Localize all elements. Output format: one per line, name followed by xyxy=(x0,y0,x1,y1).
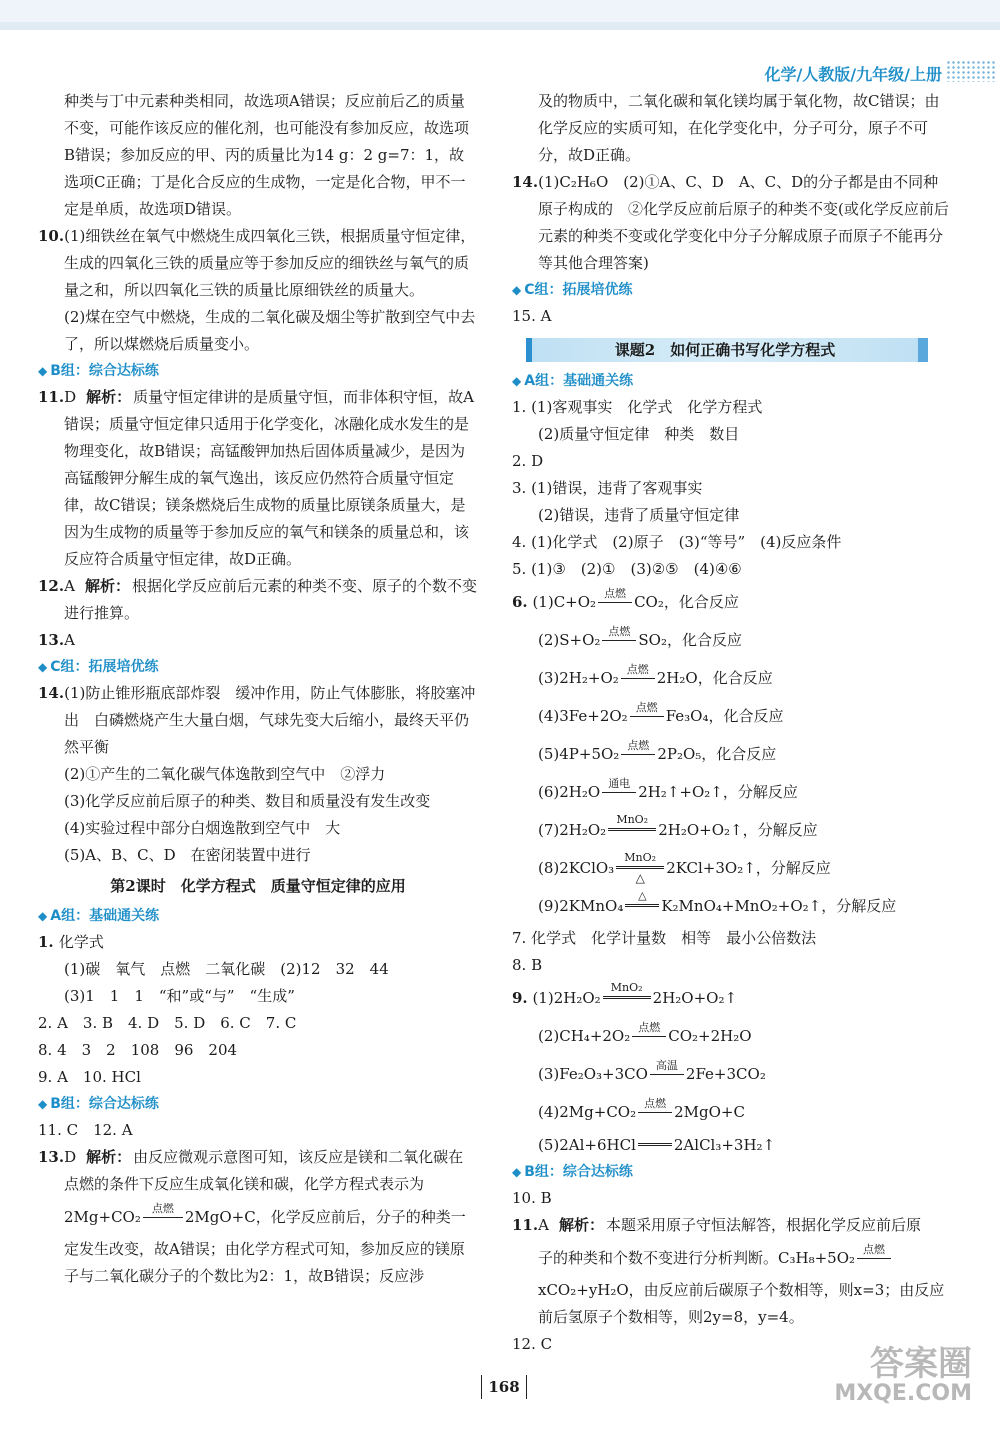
l2-q13-eq-left: 2Mg+CO₂ xyxy=(64,1208,141,1226)
arrow-line xyxy=(638,1143,672,1146)
arrow-condition: 点燃 xyxy=(626,663,649,676)
diamond-icon: ◆ xyxy=(38,364,48,378)
arrow-condition: 点燃 xyxy=(604,587,627,600)
arrow-condition: 高温 xyxy=(655,1059,678,1072)
l2-q11-12: 11. C 12. A xyxy=(38,1121,133,1139)
section-b-label: B组：综合达标练 xyxy=(50,363,159,379)
t-q6-number: 6. xyxy=(512,593,528,611)
eq6-2-left: (2)S+O₂ xyxy=(538,631,601,649)
t-q11 xyxy=(512,1212,952,1239)
l2-q13-explain-label: 解析： xyxy=(86,1148,132,1166)
q11-explain-text: 质量守恒定律讲的是质量守恒，而非体积守恒，故A错误；质量守恒定律只适用于化学变化，冰融化成水发生的是物理变化，故B错误；高锰酸钾加热后固体质量减少，是因为高锰酸钾分解生成的氧气逸出，该反应仍然符合质量守恒定律，故C错误；镁条燃烧后生成物的质量比原镁条质量大，是因为生成物的质量等于参加反应的氧气和镁条的质量总和，该反应符合质量守恒定律，故D正确。 xyxy=(64,388,474,568)
l2-q1-number: 1. xyxy=(38,933,59,951)
catalyst-heat-arrow xyxy=(616,851,664,885)
eq6-4 xyxy=(512,697,952,735)
l2-q13-number: 13. xyxy=(38,1148,65,1166)
q14-part1-text: (1)防止锥形瓶底部炸裂 缓冲作用，防止气体膨胀，将胶塞冲出 白磷燃烧产生大量白烟，气球先变大后缩小，最终天平仍然平衡 xyxy=(64,684,476,756)
equals-arrow xyxy=(638,1147,672,1150)
arrow-line xyxy=(650,1074,684,1075)
arrow-line xyxy=(602,792,636,793)
q13-answer: A xyxy=(64,631,75,649)
l2-q9-10: 9. A 10. HCl xyxy=(38,1068,141,1086)
t-q5: 5. (1)③ (2)① (3)②⑤ (4)④⑥ xyxy=(512,560,742,578)
arrow-condition: 点燃 xyxy=(638,1021,661,1034)
arrow-line xyxy=(143,1217,183,1218)
l2-q13-text-a: 由反应微观示意图可知，该反应是镁和二氧化碳在点燃的条件下反应生成氧化镁和碳，化学方程式表示为 xyxy=(64,1148,464,1193)
eq6-1-right: CO₂，化合反应 xyxy=(634,593,739,611)
arrow-line xyxy=(602,640,636,641)
t-q1-part2: (2)质量守恒定律 种类 数目 xyxy=(538,425,740,443)
q10-part1 xyxy=(38,223,478,304)
r-section-c-heading xyxy=(512,277,952,303)
arrow-condition: 通电 xyxy=(608,777,631,790)
eq6-3-right: 2H₂O，化合反应 xyxy=(656,669,773,687)
right-continuation: 及的物质中，二氧化碳和氧化镁均属于氧化物，故C错误；由化学反应的实质可知，在化学变化中，分子可分，原子不可分，故D正确。 xyxy=(538,92,940,164)
l2-q13 xyxy=(38,1144,478,1198)
eq9-4-left: (4)2Mg+CO₂ xyxy=(538,1103,637,1121)
r-section-a-heading xyxy=(512,368,952,394)
eq6-9-left: (9)2KMnO₄ xyxy=(538,897,624,915)
l2-q1 xyxy=(38,929,478,956)
arrow-condition: 点燃 xyxy=(863,1243,886,1256)
r-q14-text: (1)C₂H₆O (2)①A、C、D A、C、D的分子都是由不同种原子构成的 ②化学反应前后原子的种类不变(或化学反应前后元素的种类不变或化学变化中分子分解成原子而原子不能再分等其他合理答案) xyxy=(538,173,949,272)
arrow-condition: 点燃 xyxy=(635,701,658,714)
eq9-5 xyxy=(512,1131,952,1159)
r-q14 xyxy=(512,169,952,277)
section-b2-label: B组：综合达标练 xyxy=(50,1096,159,1112)
eq6-4-left: (4)3Fe+2O₂ xyxy=(538,707,628,725)
r-q15: 15. A xyxy=(512,307,552,325)
q12-explain-text: 根据化学反应前后元素的种类不变、原子的个数不变进行推算。 xyxy=(64,577,477,622)
arrow-condition: 点燃 xyxy=(151,1202,174,1215)
t-q1: 1. (1)客观事实 化学式 化学方程式 xyxy=(512,398,763,416)
lesson-2-title: 第2课时 化学方程式 质量守恒定律的应用 xyxy=(110,877,406,895)
t-q11-equation-line xyxy=(512,1239,952,1277)
diamond-icon: ◆ xyxy=(38,1097,48,1111)
q14-part3: (3)化学反应前后原子的种类、数目和质量没有发生改变 xyxy=(64,792,431,810)
q13-number: 13. xyxy=(38,631,65,649)
arrow-condition: △ xyxy=(638,889,647,902)
eq9-1-right: 2H₂O+O₂↑ xyxy=(652,989,738,1007)
header-title: 化学/人教版/九年级/上册 xyxy=(764,65,942,84)
t-q7: 7. 化学式 化学计量数 相等 最小公倍数法 xyxy=(512,929,817,947)
watermark-text: 答案圈 xyxy=(870,1344,972,1384)
eq9-1-left: (1)2H₂O₂ xyxy=(532,989,601,1007)
eq9-4-right: 2MgO+C xyxy=(674,1103,745,1121)
r-section-c-label: C组：拓展培优练 xyxy=(524,282,633,298)
header-dots-decoration xyxy=(946,60,996,82)
page-number: 168 xyxy=(481,1375,527,1399)
arrow-condition: 点燃 xyxy=(608,625,631,638)
eq6-7-left: (7)2H₂O₂ xyxy=(538,821,607,839)
arrow-line xyxy=(638,1112,672,1113)
l2-q13-equation xyxy=(38,1198,478,1236)
q12-number: 12. xyxy=(38,577,65,595)
q11-number: 11. xyxy=(38,388,65,406)
eq9-3 xyxy=(512,1055,952,1093)
t-q12: 12. C xyxy=(512,1335,553,1353)
section-a2-label: A组：基础通关练 xyxy=(50,908,160,924)
arrow-condition: 点燃 xyxy=(627,739,650,752)
arrow-condition: MnO₂ xyxy=(624,851,657,864)
ignite-arrow xyxy=(621,663,655,683)
eq6-8 xyxy=(512,849,952,887)
eq6-5 xyxy=(512,735,952,773)
arrow-line xyxy=(616,866,664,869)
diamond-icon: ◆ xyxy=(512,1165,522,1179)
l2-q1-part1: (1)碳 氧气 点燃 二氧化碳 (2)12 32 44 xyxy=(64,960,389,978)
t-q4: 4. (1)化学式 (2)原子 (3)“等号” (4)反应条件 xyxy=(512,533,842,551)
t-q11-text-c: xCO₂+yH₂O，由反应前后碳原子个数相等，则x=3；由反应前后氢原子个数相等，则2y=8，y=4。 xyxy=(538,1281,945,1326)
arrow-line xyxy=(598,602,632,603)
l2-q1-text: 化学式 xyxy=(58,933,104,951)
intro-text: 种类与丁中元素种类相同，故选项A错误；反应前后乙的质量不变，可能作该反应的催化剂，也可能没有参加反应，故选项B错误；参加反应的甲、丙的质量比为14 g：2 g=7：1，故选项C正确；丁是化合反应的生成物，一定是化合物，甲不一定是单质，故选项D错误。 xyxy=(64,92,470,218)
q14-part4: (4)实验过程中部分白烟逸散到空气中 大 xyxy=(64,819,341,837)
eq6-1-left: (1)C+O₂ xyxy=(532,593,597,611)
diamond-icon: ◆ xyxy=(38,660,48,674)
catalyst-arrow xyxy=(608,813,656,835)
section-c-label: C组：拓展培优练 xyxy=(50,659,159,675)
q12 xyxy=(38,573,478,627)
eq6-7 xyxy=(512,811,952,849)
q14-part1 xyxy=(38,680,478,761)
watermark-logo xyxy=(802,1344,972,1417)
t-q10: 10. B xyxy=(512,1189,552,1207)
ignite-arrow xyxy=(638,1097,672,1117)
q13 xyxy=(38,627,478,654)
l2-q13-eq-right: 2MgO+C，化学反应前后，分子的种类一 xyxy=(184,1208,466,1226)
eq6-3-left: (3)2H₂+O₂ xyxy=(538,669,619,687)
diamond-icon: ◆ xyxy=(512,283,522,297)
eq9-4 xyxy=(512,1093,952,1131)
eq9-5-left: (5)2Al+6HCl xyxy=(538,1136,636,1154)
left-column xyxy=(38,88,478,1290)
arrow-line xyxy=(632,1036,666,1037)
arrow-line xyxy=(603,996,651,999)
eq6-3 xyxy=(512,659,952,697)
q11 xyxy=(38,384,478,573)
eq6-1 xyxy=(512,583,952,621)
eq6-7-right: 2H₂O+O₂↑，分解反应 xyxy=(658,821,818,839)
r-section-b-label: B组：综合达标练 xyxy=(524,1164,633,1180)
q10-number: 10. xyxy=(38,227,65,245)
arrow-line xyxy=(630,716,664,717)
r-section-a-label: A组：基础通关练 xyxy=(524,373,634,389)
diamond-icon: ◆ xyxy=(38,909,48,923)
q11-answer: D xyxy=(64,388,77,406)
eq6-6-right: 2H₂↑+O₂↑，分解反应 xyxy=(638,783,798,801)
catalyst-arrow xyxy=(603,981,651,1003)
t-q2: 2. D xyxy=(512,452,544,470)
eq9-3-right: 2Fe+3CO₂ xyxy=(685,1065,766,1083)
t-q9-number: 9. xyxy=(512,989,528,1007)
q12-explain-label: 解析： xyxy=(84,577,130,595)
l2-q13-text-b: 定发生改变，故A错误；由化学方程式可知，参加反应的镁原子与二氧化碳分子的个数比为2：1，故B错误；反应涉 xyxy=(64,1240,465,1285)
eq6-9-right: K₂MnO₄+MnO₂+O₂↑，分解反应 xyxy=(661,897,897,915)
top-band xyxy=(0,0,1000,30)
top-stripe xyxy=(0,22,1000,30)
ignite-arrow xyxy=(632,1021,666,1041)
topic-2-banner: 课题2 如何正确书写化学方程式 xyxy=(526,338,928,362)
q10-part2: (2)煤在空气中燃烧，生成的二氧化碳及烟尘等扩散到空气中去了，所以煤燃烧后质量变小。 xyxy=(64,308,476,353)
t-q3-part2: (2)错误，违背了质量守恒定律 xyxy=(538,506,740,524)
r-section-b-heading xyxy=(512,1159,952,1185)
eq9-2-left: (2)CH₄+2O₂ xyxy=(538,1027,631,1045)
ignite-arrow xyxy=(630,701,664,721)
eq6-6-left: (6)2H₂O xyxy=(538,783,601,801)
eq6-5-right: 2P₂O₅，化合反应 xyxy=(657,745,777,763)
eq6-2-right: SO₂，化合反应 xyxy=(638,631,742,649)
watermark-url: MXQE.COM xyxy=(834,1381,972,1406)
arrow-line xyxy=(857,1258,891,1259)
diamond-icon: ◆ xyxy=(512,374,522,388)
l2-q8: 8. 4 3 2 108 96 204 xyxy=(38,1041,238,1059)
ignite-arrow xyxy=(602,625,636,645)
r-q14-number: 14. xyxy=(512,173,539,191)
l2-q2-7: 2. A 3. B 4. D 5. D 6. C 7. C xyxy=(38,1014,297,1032)
l2-q1-part3: (3)1 1 1 “和”或“与” “生成” xyxy=(64,987,295,1005)
right-column xyxy=(512,88,952,1358)
eq6-2 xyxy=(512,621,952,659)
l2-q13-answer: D xyxy=(64,1148,77,1166)
t-q11-text-b: 子的种类和个数不变进行分析判断。C₃H₈+5O₂ xyxy=(538,1249,856,1267)
section-b2-heading xyxy=(38,1091,478,1117)
section-c-heading xyxy=(38,654,478,680)
eq9-3-left: (3)Fe₂O₃+3CO xyxy=(538,1065,648,1083)
arrow-condition: MnO₂ xyxy=(610,981,643,994)
t-q11-text-a: 本题采用原子守恒法解答，根据化学反应前后原 xyxy=(605,1216,921,1234)
arrow-condition: 点燃 xyxy=(644,1097,667,1110)
q11-explain-label: 解析： xyxy=(86,388,132,406)
ignite-arrow xyxy=(598,587,632,607)
eq6-5-left: (5)4P+5O₂ xyxy=(538,745,620,763)
section-b-heading xyxy=(38,358,478,384)
ignite-arrow xyxy=(621,739,655,759)
heat-condition: △ xyxy=(635,871,645,885)
q14-part5: (5)A、B、C、D 在密闭装置中进行 xyxy=(64,846,311,864)
arrow-line xyxy=(625,904,659,907)
eq6-8-right: 2KCl+3O₂↑，分解反应 xyxy=(666,859,831,877)
t-q11-answer: A xyxy=(538,1216,549,1234)
q14-part2: (2)①产生的二氧化碳气体逸散到空气中 ②浮力 xyxy=(64,765,386,783)
heat-arrow xyxy=(625,889,659,911)
ignite-arrow xyxy=(857,1243,891,1263)
arrow-line xyxy=(621,754,655,755)
electrify-arrow xyxy=(602,777,636,797)
eq9-5-right: 2AlCl₃+3H₂↑ xyxy=(673,1136,776,1154)
arrow-line xyxy=(621,678,655,679)
eq6-8-left: (8)2KClO₃ xyxy=(538,859,615,877)
t-q11-number: 11. xyxy=(512,1216,539,1234)
arrow-condition: MnO₂ xyxy=(616,813,649,826)
eq6-4-right: Fe₃O₄，化合反应 xyxy=(665,707,784,725)
ignite-arrow xyxy=(143,1202,183,1222)
q14-number: 14. xyxy=(38,684,65,702)
eq9-2-right: CO₂+2H₂O xyxy=(668,1027,752,1045)
eq9-1 xyxy=(512,979,952,1017)
arrow-line xyxy=(608,828,656,831)
eq6-9 xyxy=(512,887,952,925)
q12-answer: A xyxy=(64,577,75,595)
eq6-6 xyxy=(512,773,952,811)
high-temp-arrow xyxy=(650,1059,684,1079)
t-q11-explain-label: 解析： xyxy=(558,1216,604,1234)
q10-part1-text: (1)细铁丝在氧气中燃烧生成四氧化三铁，根据质量守恒定律，生成的四氧化三铁的质量应等于参加反应的细铁丝与氧气的质量之和，所以四氧化三铁的质量比原细铁丝的质量大。 xyxy=(64,227,476,299)
eq9-2 xyxy=(512,1017,952,1055)
section-a2-heading xyxy=(38,903,478,929)
t-q8: 8. B xyxy=(512,956,543,974)
t-q3: 3. (1)错误，违背了客观事实 xyxy=(512,479,703,497)
